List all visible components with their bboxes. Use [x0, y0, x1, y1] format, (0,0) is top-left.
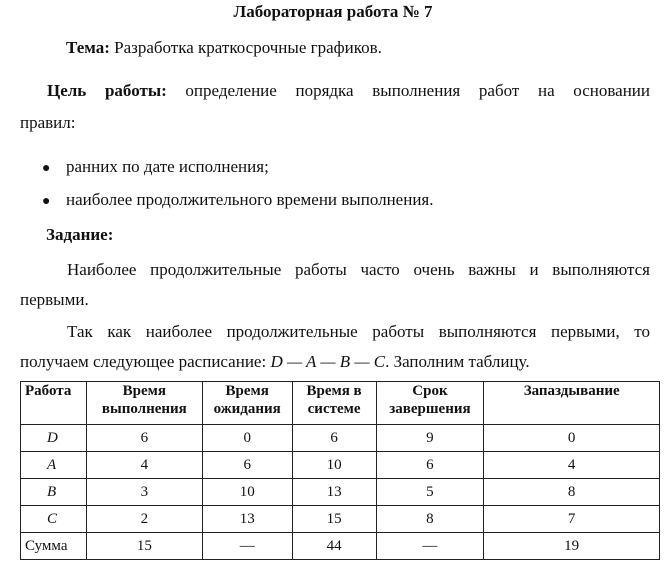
header-cell: Запаздывание [484, 382, 660, 425]
table-row [21, 506, 660, 533]
para1-line-2: первыми. [20, 290, 89, 309]
bullet-icon: ● [42, 194, 51, 209]
page-title: Лабораторная работа № 7 [233, 2, 433, 21]
task-label: Задание: [46, 225, 114, 244]
header-cell: Время выполнения [86, 382, 202, 425]
table-row [21, 479, 660, 506]
table-cell: 4 [86, 452, 202, 479]
table-cell: 13 [292, 479, 376, 506]
bullet-text: ранних по дате исполнения; [66, 157, 269, 176]
table-cell: 8 [376, 506, 484, 533]
table-cell: 13 [202, 506, 292, 533]
goal-line-1 [20, 81, 650, 101]
table-cell: 5 [376, 479, 484, 506]
job-cell: A [21, 452, 87, 479]
schedule-table [20, 381, 660, 560]
table-cell: 0 [484, 425, 660, 452]
header-cell: Время в системе [292, 382, 376, 425]
job-cell: B [21, 479, 87, 506]
table-cell: 6 [376, 452, 484, 479]
goal-label: Цель работы: [47, 81, 167, 100]
para1-line-1: Наиболее продолжительные работы часто очень важны и выполняются [67, 260, 650, 279]
table-cell: 9 [376, 425, 484, 452]
topic-text: Разработка краткосрочные графиков. [109, 38, 382, 57]
job-cell: C [21, 506, 87, 533]
bullet-item-2 [42, 190, 666, 210]
table-row [21, 452, 660, 479]
table-cell: — [202, 533, 292, 560]
table-cell: 10 [292, 452, 376, 479]
table-cell: 0 [202, 425, 292, 452]
table-cell: 44 [292, 533, 376, 560]
table-cell: 4 [484, 452, 660, 479]
table-row [21, 425, 660, 452]
header-cell: Работа [21, 382, 87, 425]
table-cell: 3 [86, 479, 202, 506]
table-cell: 15 [86, 533, 202, 560]
job-cell: D [21, 425, 87, 452]
header-cell: Срок завершения [376, 382, 484, 425]
topic-label: Тема: [66, 38, 110, 57]
header-cell: Время ожидания [202, 382, 292, 425]
table-cell: 7 [484, 506, 660, 533]
goal-text: определение порядка выполнения работ на основании [166, 81, 650, 100]
goal-line-2: правил: [20, 113, 76, 132]
bullet-icon: ● [42, 161, 51, 176]
table-cell: 15 [292, 506, 376, 533]
table-cell: 10 [202, 479, 292, 506]
para2-line-2: получаем следующее расписание: D — A — B — C. Заполним таблицу. [20, 352, 530, 371]
table-header-row [21, 382, 660, 425]
table-total-row [21, 533, 660, 560]
schedule-sequence: D — A — B — C [270, 352, 386, 371]
bullet-item-1 [42, 157, 666, 177]
table-cell: 6 [292, 425, 376, 452]
table-cell: 6 [86, 425, 202, 452]
total-label: Сумма [21, 533, 87, 560]
table-cell: 6 [202, 452, 292, 479]
bullet-text: наиболее продолжительного времени выполнения. [66, 190, 434, 209]
table-cell: 2 [86, 506, 202, 533]
topic-line [66, 38, 666, 58]
table-cell: 8 [484, 479, 660, 506]
para2-line-1: Так как наиболее продолжительные работы выполняются первыми, то [67, 322, 650, 341]
table-cell: 19 [484, 533, 660, 560]
table-cell: — [376, 533, 484, 560]
